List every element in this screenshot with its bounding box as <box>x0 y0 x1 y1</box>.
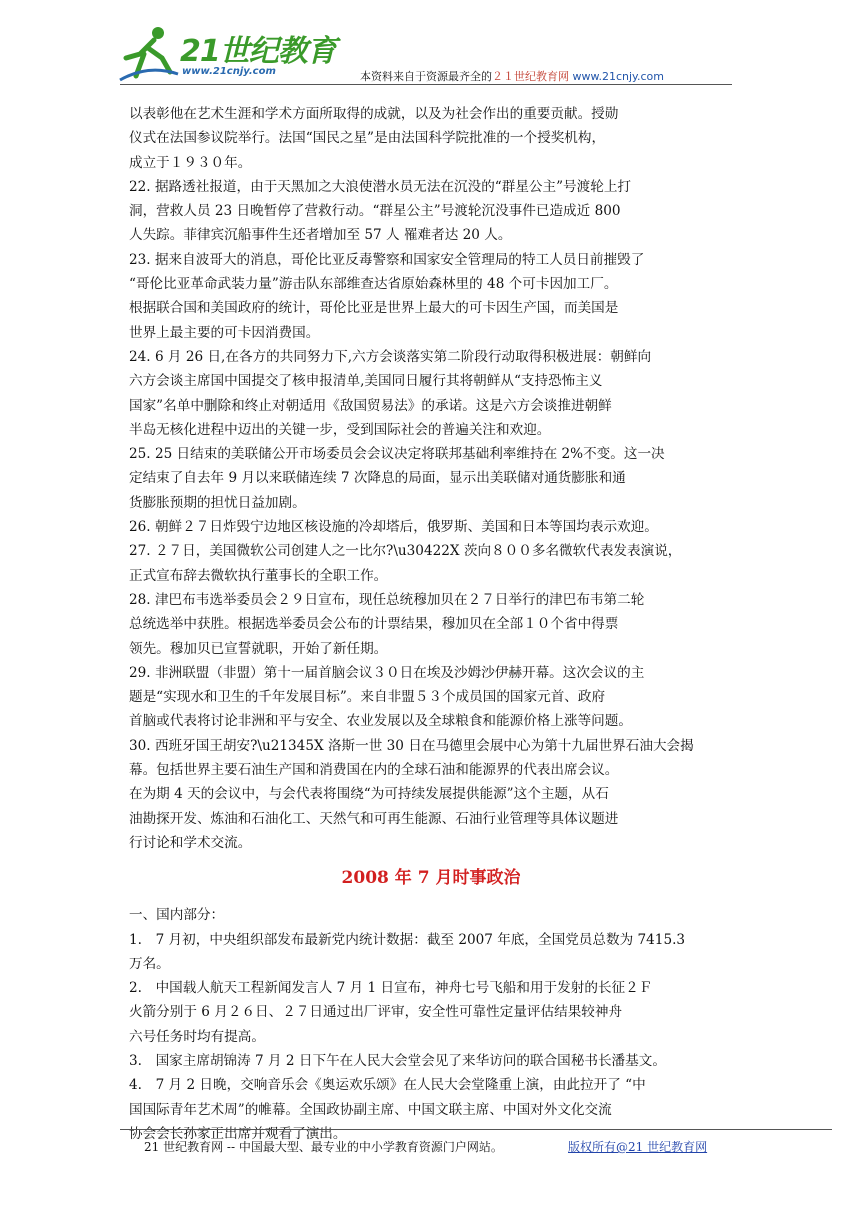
text-line: 行讨论和学术交流。 <box>129 834 252 851</box>
text-line: 幕。包括世界主要石油生产国和消费国在内的全球石油和能源界的代表出席会议。 <box>129 762 619 779</box>
text-line: 23. 据来自波哥大的消息，哥伦比亚反毒警察和国家安全管理局的特工人员日前摧毁了 <box>129 251 645 268</box>
footer-text: 21 世纪教育网 -- 中国最大型、最专业的中小学教育资源门户网站。 <box>144 1140 503 1154</box>
section-title: 2008 年 7 月时事政治 <box>341 868 521 889</box>
text-line: 29. 非洲联盟（非盟）第十一届首脑会议３０日在埃及沙姆沙伊赫开幕。这次会议的主 <box>129 664 645 681</box>
text-line: 世界上最主要的可卡因消费国。 <box>129 324 320 341</box>
text-line: 火箭分别于 6 月２６日、２７日通过出厂评审，安全性可靠性定量评估结果较神舟 <box>129 1004 623 1021</box>
body-section-top <box>129 102 733 855</box>
header-note-prefix: 本资料来自于资源最齐全的 <box>360 70 492 83</box>
page-header <box>0 0 860 90</box>
text-line: 半岛无核化进程中迈出的关键一步，受到国际社会的普遍关注和欢迎。 <box>129 421 551 438</box>
text-line: 万名。 <box>129 955 170 972</box>
text-line: 24. 6 月 26 日,在各方的共同努力下,六方会谈落实第二阶段行动取得积极进展：朝鲜向 <box>129 348 652 365</box>
text-line: 一、国内部分： <box>129 907 225 924</box>
text-line: 27. ２７日，美国微软公司创建人之一比尔?\u30422X 茨向８００多名微软代表发表演说， <box>129 543 682 560</box>
text-line: 成立于１９３０年。 <box>129 154 252 171</box>
text-line: 28. 津巴布韦选举委员会２９日宣布，现任总统穆加贝在２７日举行的津巴布韦第二轮 <box>129 591 645 608</box>
text-line: 协会会长孙家正出席并观看了演出。 <box>129 1125 347 1142</box>
document-body <box>129 102 733 1146</box>
text-line: 25. 25 日结束的美联储公开市场委员会会议决定将联邦基础利率维持在 2%不变。这一决 <box>129 446 665 463</box>
text-line: 根据联合国和美国政府的统计，哥伦比亚是世界上最大的可卡因生产国，而美国是 <box>129 300 619 317</box>
text-line: 首脑或代表将讨论非洲和平与安全、农业发展以及全球粮食和能源价格上涨等问题。 <box>129 713 632 730</box>
header-site-link[interactable]: ２１世纪教育网 <box>492 70 569 83</box>
text-line: 以表彰他在艺术生涯和学术方面所取得的成就，以及为社会作出的重要贡献。授勋 <box>129 106 619 122</box>
header-note <box>360 68 664 84</box>
site-logo[interactable] <box>118 24 348 86</box>
text-line: 在为期 4 天的会议中，与会代表将围绕“为可持续发展提供能源”这个主题，从石 <box>129 786 609 803</box>
text-line: 六号任务时均有提高。 <box>129 1028 265 1045</box>
text-line: “哥伦比亚革命武装力量”游击队东部维查达省原始森林里的 48 个可卡因加工厂。 <box>129 276 618 293</box>
text-line: 六方会谈主席国中国提交了核申报清单,美国同日履行其将朝鲜从“支持恐怖主义 <box>129 373 603 390</box>
header-url-link[interactable]: www.21cnjy.com <box>572 70 664 83</box>
text-line: 仪式在法国参议院举行。法国“国民之星”是由法国科学院批准的一个授奖机构， <box>129 130 606 147</box>
text-line: 领先。穆加贝已宣誓就职，开始了新任期。 <box>129 640 388 657</box>
text-line: 油勘探开发、炼油和石油化工、天然气和可再生能源、石油行业管理等具体议题进 <box>129 810 619 827</box>
text-line: 26. 朝鲜２７日炸毁宁边地区核设施的冷却塔后，俄罗斯、美国和日本等国均表示欢迎。 <box>129 519 658 536</box>
text-line: 洞，营救人员 23 日晚暂停了营救行动。“群星公主”号渡轮沉没事件已造成近 800 <box>129 203 621 220</box>
logo-url: www.21cnjy.com <box>182 66 276 77</box>
text-line: 3. 国家主席胡锦涛 7 月 2 日下午在人民大会堂会见了来华访问的联合国秘书长潘基文。 <box>129 1052 666 1069</box>
text-line: 30. 西班牙国王胡安?\u21345X 洛斯一世 30 日在马德里会展中心为第十九届世界石油大会揭 <box>129 737 694 754</box>
footer-copyright-link[interactable]: 版权所有@21 世纪教育网 <box>568 1140 708 1154</box>
text-line: 定结束了自去年 9 月以来联储连续 7 次降息的局面，显示出美联储对通货膨胀和通 <box>129 470 626 487</box>
logo-text: 21世纪教育 <box>180 34 336 69</box>
text-line: 4. 7 月 2 日晚，交响音乐会《奥运欢乐颂》在人民大会堂隆重上演，由此拉开了 “中 <box>129 1077 646 1094</box>
footer-divider <box>120 1129 832 1130</box>
text-line: 人失踪。菲律宾沉船事件生还者增加至 57 人 罹难者达 20 人。 <box>129 227 512 244</box>
text-line: 国家”名单中删除和终止对朝适用《敌国贸易法》的承诺。这是六方会谈推进朝鲜 <box>129 397 612 414</box>
text-line: 正式宣布辞去微软执行董事长的全职工作。 <box>129 567 388 584</box>
header-divider <box>120 84 732 85</box>
body-section-bottom <box>129 903 733 1146</box>
text-line: 1. 7 月初，中央组织部发布最新党内统计数据：截至 2007 年底，全国党员总数为 7415.3 <box>129 931 686 948</box>
text-line: 国国际青年艺术周”的帷幕。全国政协副主席、中国文联主席、中国对外文化交流 <box>129 1101 612 1118</box>
text-line: 2. 中国载人航天工程新闻发言人 7 月 1 日宣布，神舟七号飞船和用于发射的长征２Ｆ <box>129 980 653 997</box>
text-line: 货膨胀预期的担忧日益加剧。 <box>129 494 306 511</box>
text-line: 22. 据路透社报道，由于天黑加之大浪使潜水员无法在沉没的“群星公主”号渡轮上打 <box>129 178 632 195</box>
text-line: 总统选举中获胜。根据选举委员会公布的计票结果，穆加贝在全部１０个省中得票 <box>129 616 619 633</box>
running-figure-icon <box>118 24 180 84</box>
text-line: 题是“实现水和卫生的千年发展目标”。来自非盟５３个成员国的国家元首、政府 <box>129 689 606 706</box>
